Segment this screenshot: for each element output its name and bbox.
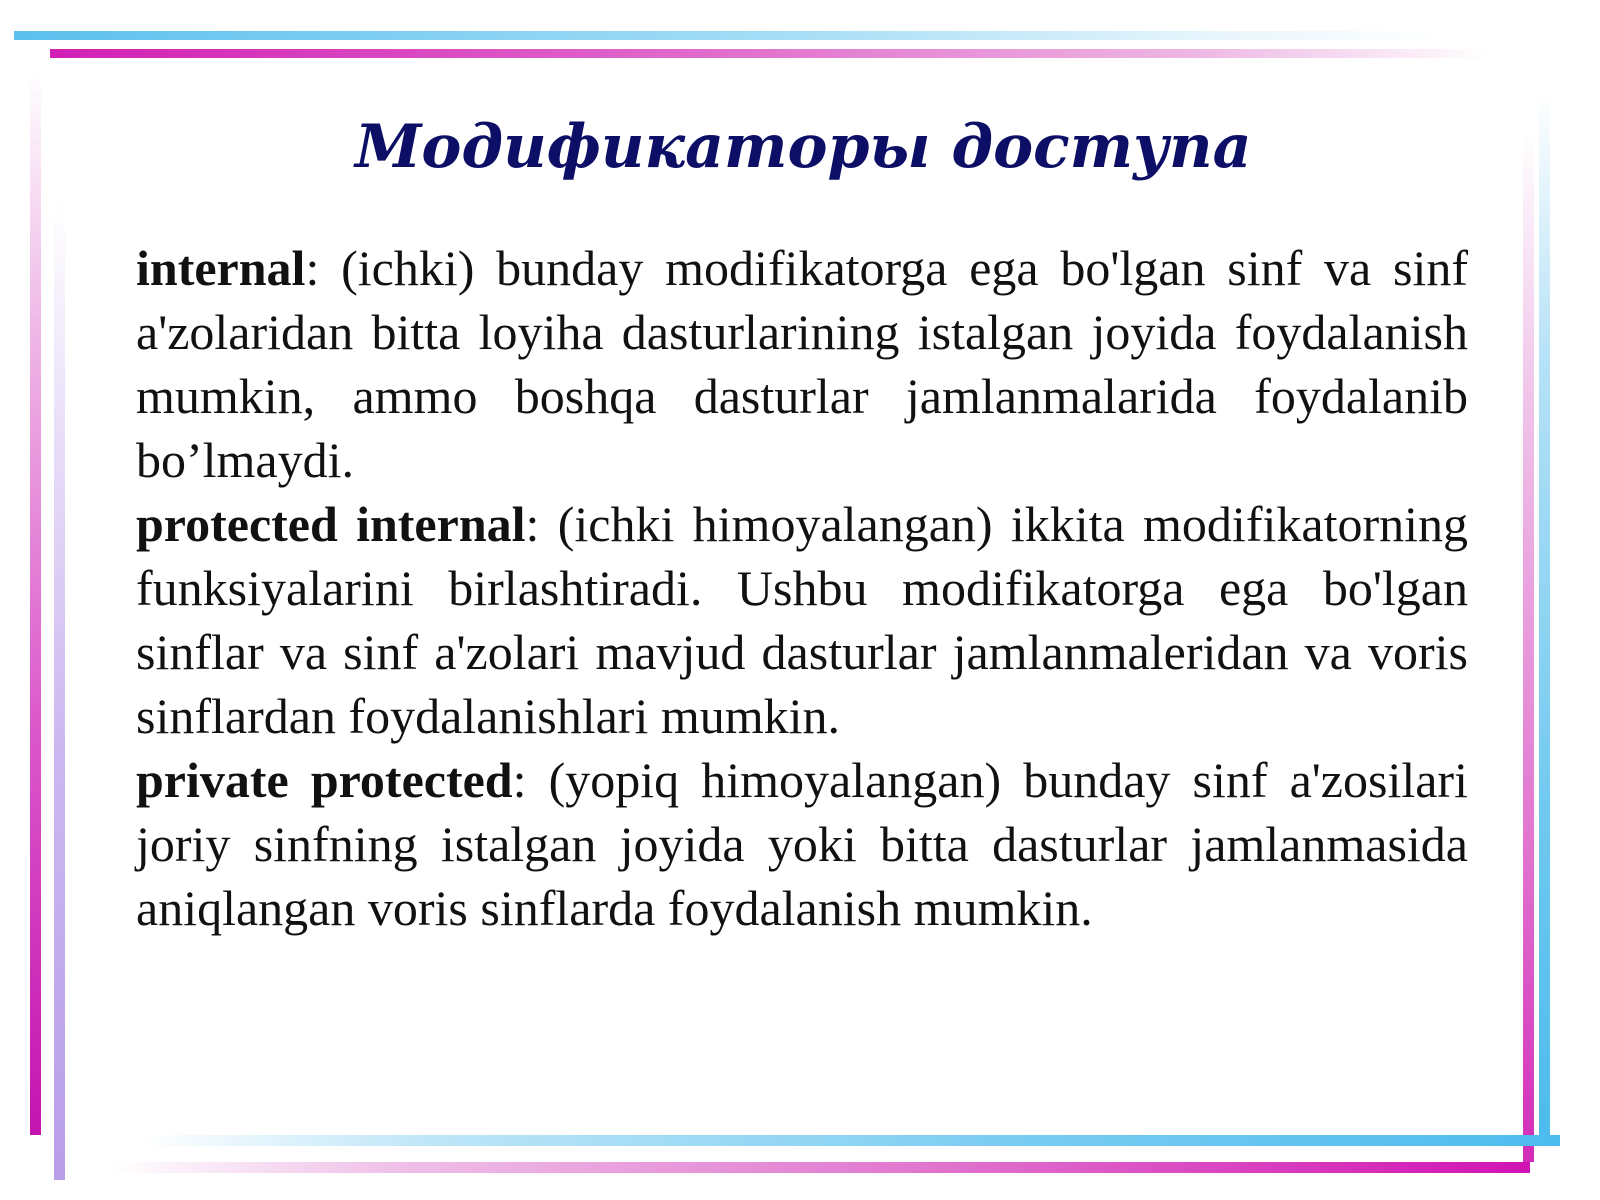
paragraph-protected-internal xyxy=(136,492,1468,748)
decorative-bar-right-magenta xyxy=(1523,130,1534,1162)
decorative-bar-bottom-cyan xyxy=(140,1135,1560,1146)
definition-protected-internal: (ichki himoyalangan) ikkita modifikatorning funksiyalarini birlashtiradi. Ushbu modifikatorga ega bo'lgan sinflar va sinf a'zolari mavjud dasturlar jamlanmaleridan va voris sinflardan foydalanishlari mumkin. xyxy=(136,496,1468,744)
term-protected-internal: protected internal xyxy=(136,496,526,552)
slide-body xyxy=(136,236,1468,940)
term-separator: : xyxy=(525,496,540,552)
term-internal: internal xyxy=(136,240,306,296)
paragraph-private-protected xyxy=(136,748,1468,940)
decorative-bar-top-cyan xyxy=(14,31,1444,40)
decorative-bar-left-magenta xyxy=(30,70,41,1135)
term-private-protected: private protected xyxy=(136,752,513,808)
decorative-bar-bottom-magenta xyxy=(110,1162,1530,1173)
term-separator: : xyxy=(512,752,527,808)
slide-title: Модификаторы доступа xyxy=(355,112,1252,182)
paragraph-internal xyxy=(136,236,1468,492)
decorative-bar-top-magenta xyxy=(50,49,1490,58)
definition-internal: (ichki) bunday modifikatorga ega bo'lgan sinf va sinf a'zolaridan bitta loyiha dasturlarining istalgan joyida foydalanish mumkin, ammo boshqa dasturlar jamlanmalarida foydalanib bo’lmaydi. xyxy=(136,240,1468,488)
term-separator: : xyxy=(305,240,320,296)
decorative-bar-left-lavender xyxy=(54,200,65,1180)
definition-private-protected: (yopiq himoyalangan) bunday sinf a'zosilari joriy sinfning istalgan joyida yoki bitta dasturlar jamlanmasida aniqlangan voris sinflarda foydalanish mumkin. xyxy=(136,752,1468,936)
decorative-bar-right-cyan xyxy=(1539,90,1550,1140)
